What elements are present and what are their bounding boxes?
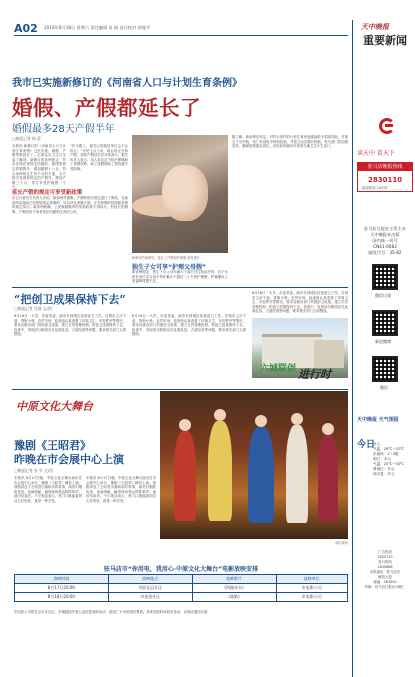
banner-title: 六城联创 bbox=[260, 364, 297, 374]
sidebar bbox=[352, 20, 415, 677]
weather-line: 气温：26℃~32℃ bbox=[373, 447, 405, 451]
article3-byline: □晚报记者 张 军 文/图 bbox=[14, 468, 53, 473]
masthead-info bbox=[357, 226, 413, 256]
photo-performer-shape bbox=[248, 427, 274, 523]
culture-stage-logo: 中原文化大舞台 bbox=[16, 400, 93, 413]
photo-baby-shape bbox=[162, 165, 208, 221]
lead-section-title: 延长产假的规定可享受新政策 bbox=[12, 190, 83, 196]
qr-code-icon[interactable] bbox=[372, 310, 398, 336]
lead-subsection-title: 独生子女可享“护理父母假” bbox=[132, 264, 206, 271]
article2-byline: □晚报记者 肖静 文/图 bbox=[14, 306, 52, 311]
issue-meta: 2018年8月18日 星期六 责任编辑 易 丽 责任校对 郭俊平 bbox=[44, 25, 151, 30]
schedule-cell: 8月17日20:00 bbox=[15, 584, 109, 593]
article3-body-cont: 本报讯 8月17日晚，中原文化大舞台演出在市会展中心举行，豫剧《王昭君》精彩上演。该剧讲述了王昭君出塞和亲的故事，演员们唱腔优美、表演细腻，赢得现场观众阵阵掌声。演出结束后，不少观众表示，家门口就能看到这么好的戏，真是一种享受。 bbox=[86, 476, 156, 503]
photo-head-shape bbox=[214, 409, 226, 421]
schedule-header-row bbox=[15, 575, 348, 584]
weather-line: 西平县：多云 bbox=[373, 472, 395, 476]
schedule-header-cell: 放映影片 bbox=[192, 575, 276, 584]
lead-photo bbox=[132, 135, 228, 253]
schedule-notes: 市电影公司将在全市各社区、乡镇陆续开展公益电影放映活动，欢迎广大市民届时观看。具体放映时间如有变动，以现场通知为准。 bbox=[14, 610, 211, 614]
photo-performer-shape bbox=[286, 425, 308, 523]
weather-line: 明日：多云 bbox=[373, 457, 391, 461]
section-label: 重要新闻 bbox=[363, 34, 407, 47]
weather-header: 天中晚报 天气预报 bbox=[357, 417, 399, 423]
photo-performer-shape bbox=[318, 435, 338, 521]
lead-body-subsection: 新条例规定，独生子女父母年满六十周岁后住院治疗的，其子女所在单位应当给予每年累计不超过二十天的护理假，护理期间工资福利待遇不变。 bbox=[132, 270, 228, 284]
masthead-line: 邮发代号：35-82 bbox=[368, 250, 402, 255]
article3-headline[interactable]: 豫剧《王昭君》 bbox=[14, 439, 91, 452]
hotline-sub: 新闻热线 24小时 bbox=[362, 186, 388, 190]
photo-head-shape bbox=[291, 413, 303, 425]
schedule-header-cell: 放映单位 bbox=[276, 575, 347, 584]
page-number: A02 bbox=[14, 22, 38, 35]
article2-body-cont: 8月16日一大早，市委常委、副市长到城区检查创卫工作。在城市主次干道、背街小巷、农贸市场，检查组认真查看了环境卫生、市容秩序等情况，要求各级各部门巩固创卫成果，建立长效管理机制，把创卫成果保持下去。检查中，发现部分路段存在乱堆乱放、占道经营等问题，要求相关部门立即整改。 bbox=[132, 314, 246, 337]
hotline-ad[interactable] bbox=[357, 162, 413, 192]
schedule-title: 驻马店市“你用电，我用心·中原文化大舞台”电影放映安排 bbox=[103, 566, 259, 573]
photo-performer-shape bbox=[174, 431, 196, 521]
hotline-number: 2830110 bbox=[368, 176, 403, 184]
contact-line: 发行热线 bbox=[378, 560, 392, 564]
lead-byline: □晚报记者 杨 晨 bbox=[12, 136, 41, 141]
lead-body-col3: 据了解，新条例还规定，对符合条件的计划生育家庭继续给予奖励扶助，对独生子女伤残、死亡家庭给予特别扶助，并建立动态增长机制。有关部门将加强宣传，确保政策落实到位。市民如有疑问可咨询当地卫生计生部门。 bbox=[232, 135, 348, 149]
sidebar-slogan: 读天中 看天下 bbox=[357, 150, 395, 157]
contact-line: 邮编：463000 bbox=[373, 580, 397, 584]
header-rule bbox=[14, 35, 348, 36]
qr-code-icon[interactable] bbox=[372, 356, 398, 382]
schedule-header-cell: 放映时间 bbox=[15, 575, 109, 584]
logo-bar-shape bbox=[385, 124, 393, 127]
lead-body-intro-cont: “作为职工，最关心的就是单位会不会执行。”市民王女士说，她目前正在休产假，得知产假延长后非常高兴。相关负责人表示，用人单位应当依法保障职工休假权利，职工休假期间工资待遇不受影响。 bbox=[70, 144, 128, 171]
article3-opera-photo bbox=[160, 391, 348, 539]
six-cities-banner bbox=[252, 360, 348, 381]
qr-caption: 微信 bbox=[380, 385, 388, 390]
photo-head-shape bbox=[179, 419, 191, 431]
weather-line: 气温：25℃~33℃ bbox=[373, 462, 405, 466]
masthead-line: 驻马店日报社主管主办 bbox=[364, 226, 406, 231]
lead-subhead: 婚假最多28天产假半年 bbox=[12, 124, 115, 135]
article3-headline-line2[interactable]: 昨晚在市会展中心上演 bbox=[14, 453, 124, 466]
contact-line: 2830110 bbox=[377, 555, 393, 559]
photo-head-shape bbox=[322, 423, 334, 435]
schedule-cell: 市金顶社区 bbox=[108, 593, 192, 602]
contact-line: 2830888 bbox=[377, 565, 393, 569]
qr-code-icon[interactable] bbox=[372, 264, 398, 290]
contact-line: 解放大道 bbox=[378, 575, 392, 579]
contact-line: 广告热线 bbox=[378, 550, 392, 554]
article3-photo-caption: 演出现场 bbox=[335, 541, 348, 545]
schedule-cell: 市电影公司 bbox=[276, 593, 347, 602]
qr-caption: 新浪微博 bbox=[375, 339, 391, 344]
weather-details bbox=[373, 442, 413, 477]
weather-line: 东南风：2~3级 bbox=[373, 452, 399, 456]
photo-performer-shape bbox=[208, 421, 232, 521]
photo-head-shape bbox=[255, 415, 267, 427]
schedule-table bbox=[14, 574, 348, 602]
masthead-line: CN41-0083 bbox=[373, 244, 397, 249]
contact-line: 本报地址：驻马店市 bbox=[369, 570, 401, 574]
schedule-cell: 市屏北辰社区 bbox=[108, 584, 192, 593]
schedule-cell: 《四渡赤水》 bbox=[192, 584, 276, 593]
schedule-header-cell: 放映地点 bbox=[108, 575, 192, 584]
lead-headline[interactable]: 婚假、产假都延长了 bbox=[12, 96, 201, 120]
weather-today: 今日 bbox=[357, 440, 376, 450]
table-row bbox=[15, 593, 348, 602]
section-divider bbox=[12, 287, 348, 288]
weather-line: 驿城区：多云 bbox=[373, 467, 395, 471]
tianzhong-logo-icon bbox=[375, 116, 399, 140]
section-divider bbox=[12, 389, 348, 390]
masthead-line: 天中晚报社出版 bbox=[370, 232, 400, 237]
weather-line: 多云 bbox=[373, 442, 381, 446]
newspaper-logo: 天中晚报 bbox=[361, 22, 389, 31]
article2-headline[interactable]: “把创卫成果保持下去” bbox=[14, 293, 126, 306]
hotline-ad-header: 驻马店晚报热线 bbox=[358, 163, 412, 171]
lead-photo-caption: 新修订的条例中，延长了产假和护理假 资料图片 bbox=[132, 256, 200, 260]
lead-body-intro: 本报讯 新修订的《河南省人口与计划生育条例》已经实施，婚假、产假等都延长了。记者从市卫生计生委了解到，新修订的条例规定，符合法律法规规定结婚的，除国家规定的婚假外，增加婚假十八日；符合条例规定生育子女的夫妻，女方除享受国家规定的产假外，增加产假三个月，男方享受护理假一个月。 bbox=[12, 144, 66, 190]
schedule-cell: 8月18日20:00 bbox=[15, 593, 109, 602]
contact-line: 印刷：驻马店日报社印刷厂 bbox=[364, 585, 406, 589]
masthead-line: 国内统一刊号 bbox=[372, 238, 398, 243]
lead-body-section: 市卫计委有关负责人介绍，新条例对婚假、产假的相关规定进行了修改，在新条例实施前已经按原规定休假的，可以补足差额天数；正在休假的按照新条例的规定执行。新条例明确，公民晚婚晚育的奖励政策不再执行，但延长的婚假、产假适用于所有依法结婚和生育的公民。 bbox=[12, 196, 128, 214]
qr-caption: 微信订阅 bbox=[375, 293, 391, 298]
schedule-cell: 市电影公司 bbox=[276, 584, 347, 593]
article2-body-right: 8月16日一大早，市委常委、副市长到城区检查创卫工作。在城市主次干道、背街小巷、农贸市场，检查组认真查看了环境卫生、市容秩序等情况，要求各级各部门巩固创卫成果，建立长效管理机制，把创卫成果保持下去。检查中，发现部分路段存在乱堆乱放、占道经营等问题，要求相关部门立即整改。 bbox=[252, 291, 348, 314]
article3-body: 本报讯 8月17日晚，中原文化大舞台演出在市会展中心举行，豫剧《王昭君》精彩上演。该剧讲述了王昭君出塞和亲的故事，演员们唱腔优美、表演细腻，赢得现场观众阵阵掌声。演出结束后，不少观众表示，家门口就能看到这么好的戏，真是一种享受。 bbox=[14, 476, 82, 503]
contact-info bbox=[357, 550, 413, 590]
lead-kicker: 我市已实施新修订的《河南省人口与计划生育条例》 bbox=[12, 78, 242, 89]
table-row bbox=[15, 584, 348, 593]
article2-body: 8月16日一大早，市委常委、副市长到城区检查创卫工作。在城市主次干道、背街小巷、农贸市场，检查组认真查看了环境卫生、市容秩序等情况，要求各级各部门巩固创卫成果，建立长效管理机制，把创卫成果保持下去。检查中，发现部分路段存在乱堆乱放、占道经营等问题，要求相关部门立即整改。 bbox=[14, 314, 126, 337]
banner-subtitle: 进行时 bbox=[298, 368, 331, 381]
schedule-cell: 《战狼》 bbox=[192, 593, 276, 602]
